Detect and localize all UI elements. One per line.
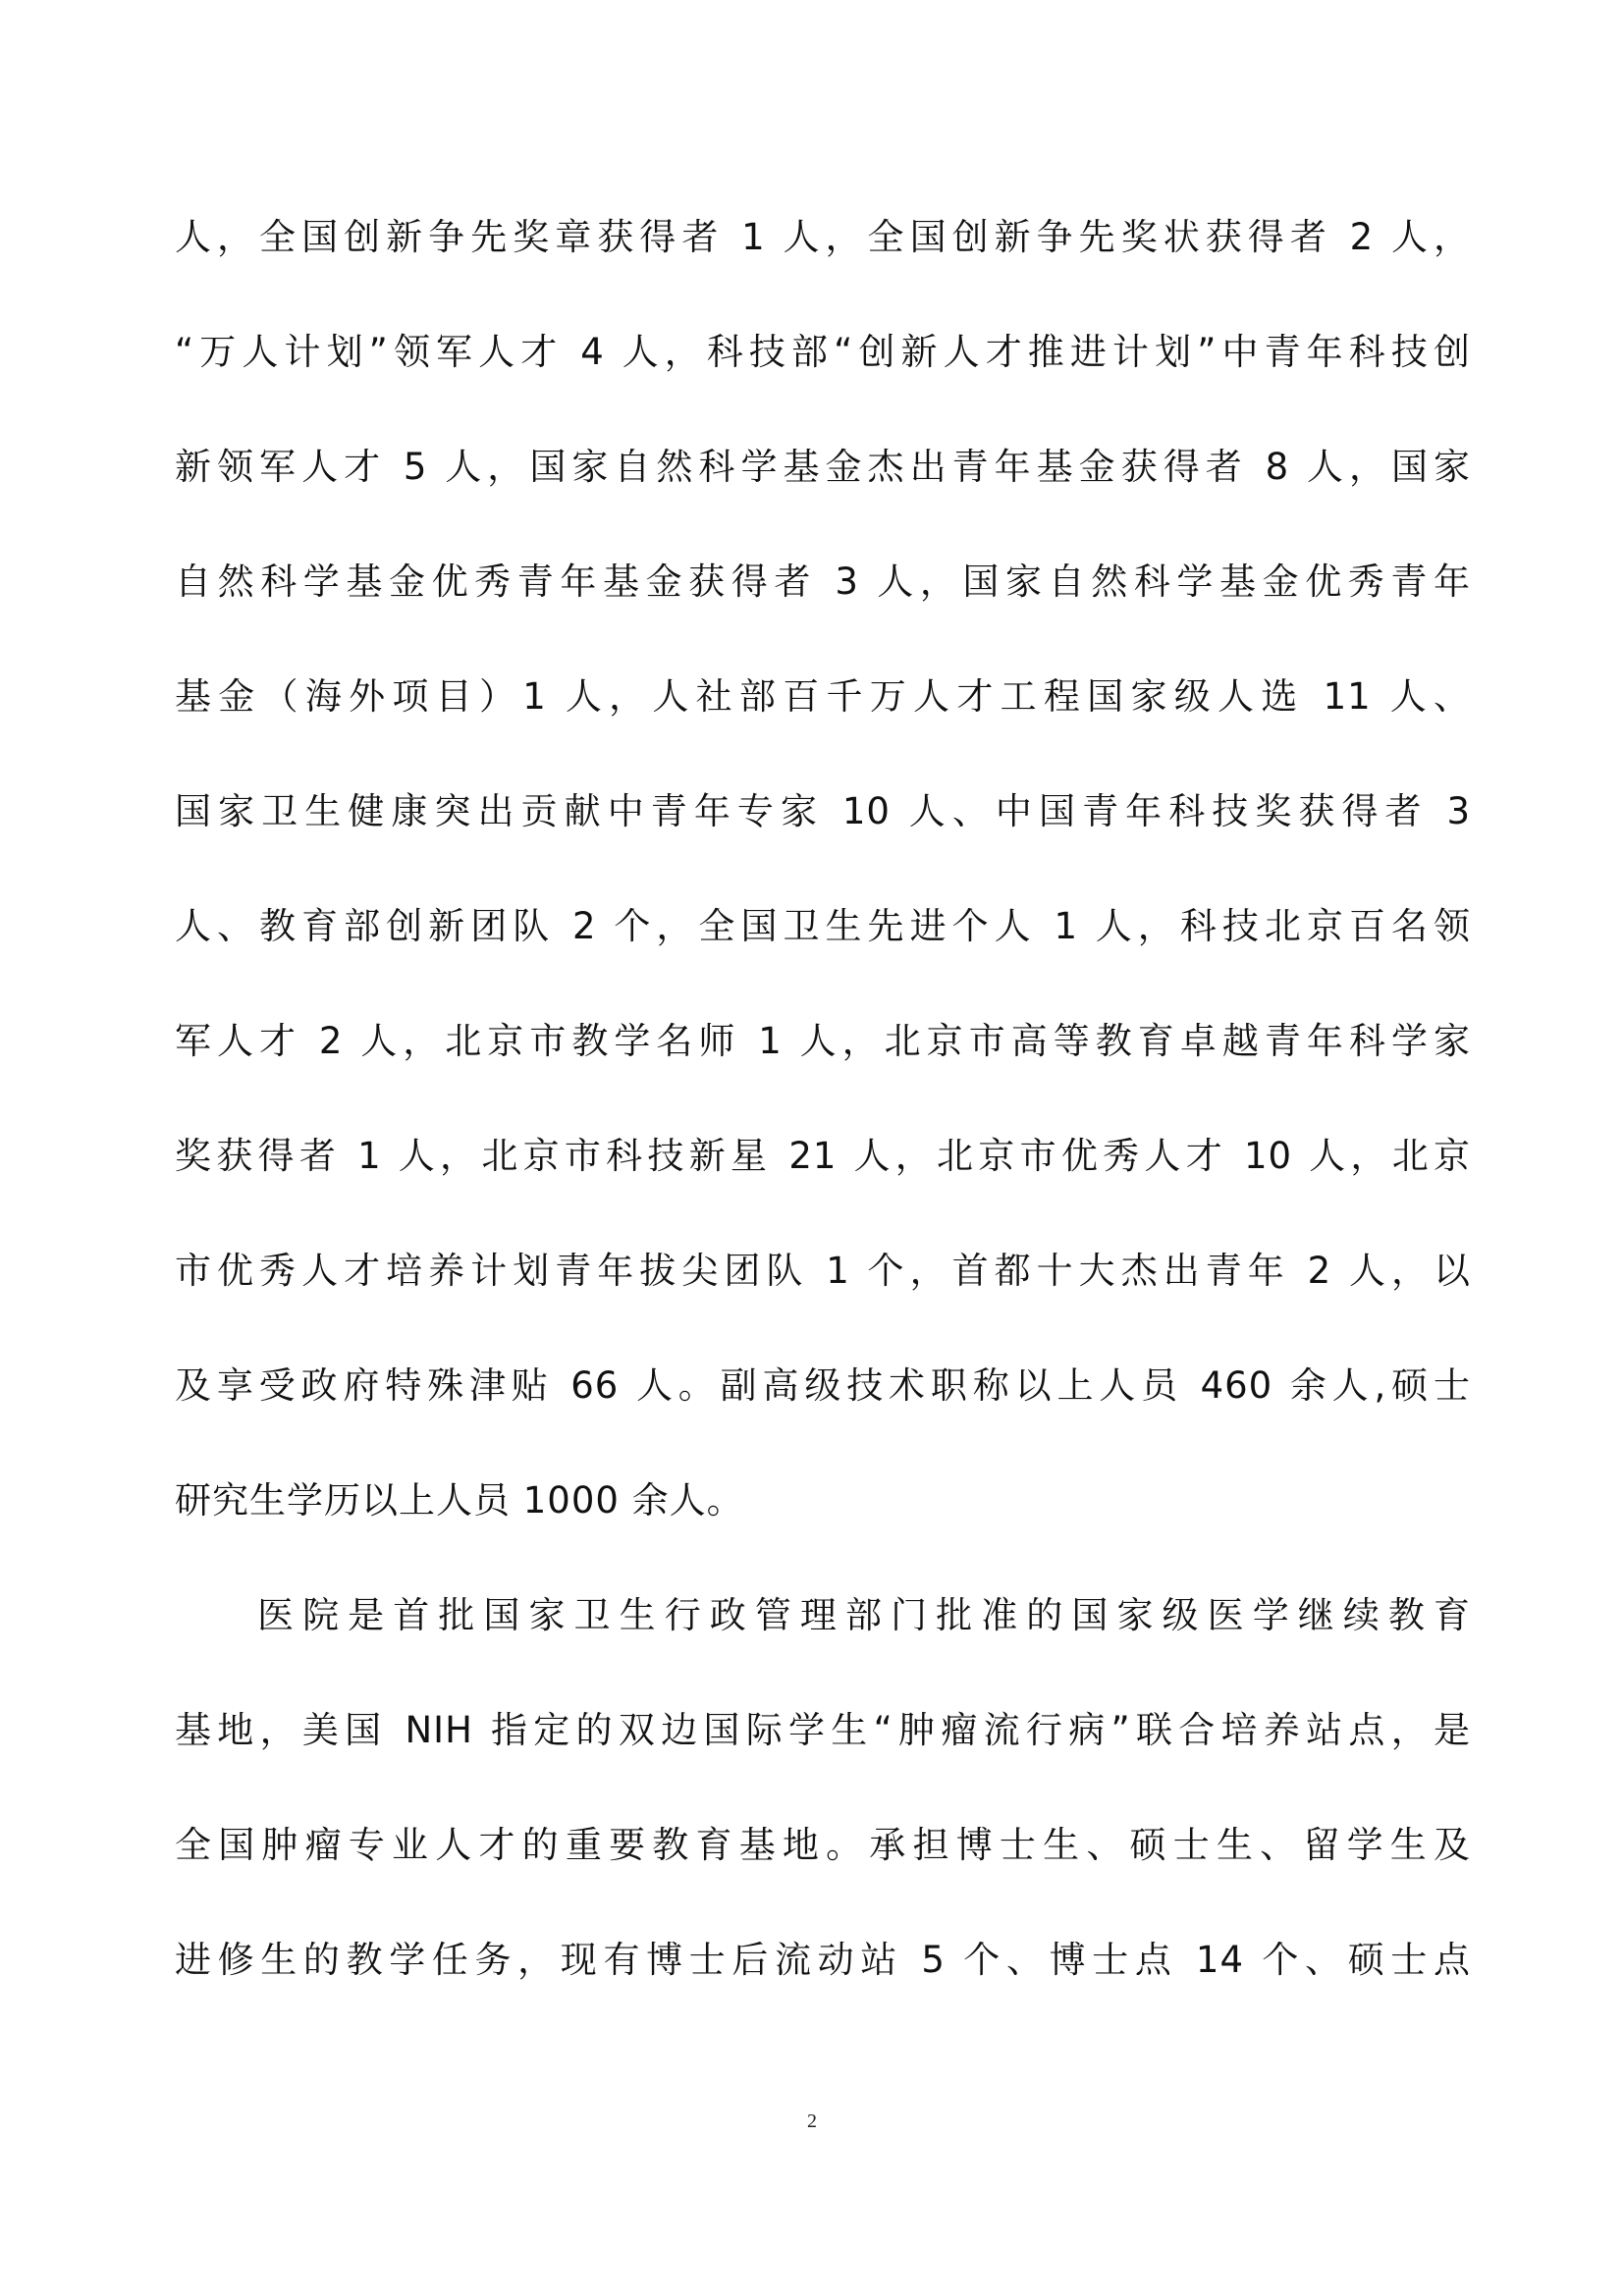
text-line: 自然科学基金优秀青年基金获得者 3 人，国家自然科学基金优秀青年 (175, 561, 1471, 603)
text-line: “万人计划”领军人才 4 人，科技部“创新人才推进计划”中青年科技创 (175, 331, 1471, 373)
text-line: 基金（海外项目）1 人，人社部百千万人才工程国家级人选 11 人、 (175, 675, 1471, 718)
text-line: 进修生的教学任务，现有博士后流动站 5 个、博士点 14 个、硕士点 (175, 1939, 1471, 1981)
text-line: 市优秀人才培养计划青年拔尖团队 1 个，首都十大杰出青年 2 人，以 (175, 1250, 1471, 1292)
body-text (175, 196, 1471, 2034)
text-line: 研究生学历以上人员 1000 余人。 (175, 1479, 744, 1522)
text-line: 基地，美国 NIH 指定的双边国际学生“肿瘤流行病”联合培养站点，是 (175, 1709, 1471, 1751)
text-line: 全国肿瘤专业人才的重要教育基地。承担博士生、硕士生、留学生及 (175, 1824, 1471, 1866)
text-line: 及享受政府特殊津贴 66 人。副高级技术职称以上人员 460 余人,硕士 (175, 1364, 1471, 1407)
text-line: 奖获得者 1 人，北京市科技新星 21 人，北京市优秀人才 10 人，北京 (175, 1135, 1471, 1177)
text-line: 人，全国创新争先奖章获得者 1 人，全国创新争先奖状获得者 2 人， (175, 216, 1471, 258)
paragraph-2 (175, 1575, 1471, 2034)
text-line: 医院是首批国家卫生行政管理部门批准的国家级医学继续教育 (257, 1594, 1471, 1636)
page-number: 2 (807, 2110, 817, 2132)
text-line: 人、教育部创新团队 2 个，全国卫生先进个人 1 人，科技北京百名领 (175, 905, 1471, 947)
text-line: 国家卫生健康突出贡献中青年专家 10 人、中国青年科技奖获得者 3 (175, 790, 1471, 832)
text-line: 军人才 2 人，北京市教学名师 1 人，北京市高等教育卓越青年科学家 (175, 1020, 1471, 1062)
paragraph-1 (175, 196, 1471, 1575)
text-line: 新领军人才 5 人，国家自然科学基金杰出青年基金获得者 8 人，国家 (175, 446, 1471, 488)
